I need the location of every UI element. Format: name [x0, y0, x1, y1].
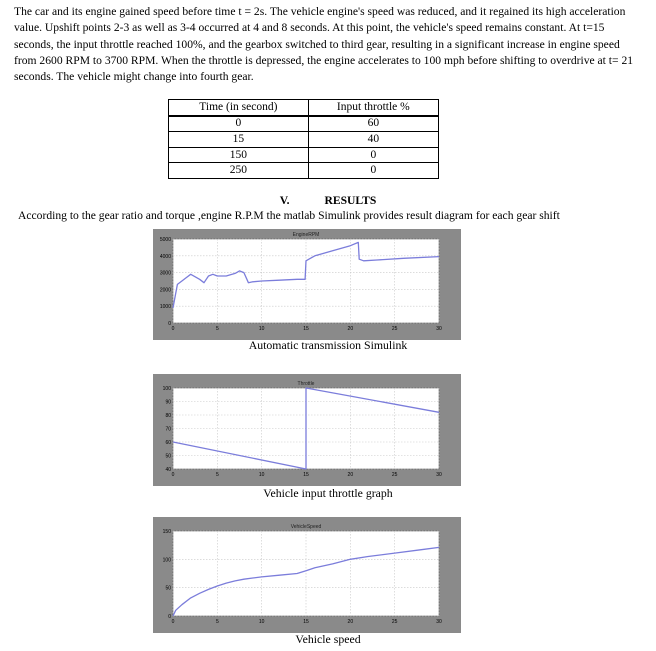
table-row	[169, 132, 439, 148]
figure-caption: Vehicle input throttle graph	[263, 486, 393, 500]
table-cell: 40	[308, 132, 438, 148]
x-tick-label: 20	[347, 619, 354, 625]
x-tick-label: 15	[303, 326, 309, 332]
table-row	[169, 163, 439, 179]
engine-rpm-chart	[153, 229, 461, 340]
table-cell: 0	[308, 147, 438, 163]
table-header: Time (in second)	[169, 100, 309, 116]
y-tick-label: 4000	[159, 253, 171, 260]
y-tick-label: 40	[165, 467, 171, 473]
x-tick-label: 25	[391, 326, 398, 332]
y-tick-label: 70	[165, 426, 171, 433]
x-tick-label: 5	[215, 472, 219, 478]
table-cell: 150	[169, 147, 309, 163]
figure-caption: Vehicle speed	[295, 632, 361, 646]
section-title: RESULTS	[324, 194, 377, 207]
x-tick-label: 20	[347, 326, 354, 332]
x-tick-label: 0	[171, 619, 175, 625]
y-tick-label: 5000	[159, 237, 171, 243]
y-tick-label: 0	[168, 321, 171, 327]
chart-title: Throttle	[297, 381, 315, 387]
x-tick-label: 10	[258, 472, 265, 478]
table-header: Input throttle %	[308, 100, 438, 116]
table-cell: 15	[169, 132, 309, 148]
throttle-chart	[153, 374, 461, 486]
y-tick-label: 60	[165, 440, 171, 446]
x-tick-label: 30	[436, 326, 442, 332]
chart-title: EngineRPM	[292, 232, 320, 238]
y-tick-label: 2000	[159, 287, 171, 294]
y-tick-label: 0	[168, 614, 171, 620]
throttle-table	[168, 99, 439, 179]
table-row	[169, 147, 439, 163]
body-paragraph: The car and its engine gained speed before time t = 2s. The vehicle engine's speed was reduced, and it regained its high acceleration value. Upshift points 2-3 as well as 3-4 occurred at 4 and 8 seconds. At this point, the vehicle's speed remains constant. At t=15 seconds, the input throttle reached 100%, and the gearbox switched to third gear, resulting in a significant increase in engine speed from 2600 RPM to 3700 RPM. When the throttle is depressed, the engine accelerates to 100 mph before shifting to overdrive at t= 21 seconds. The vehicle might change into fourth gear.	[14, 5, 634, 84]
table-row	[169, 116, 439, 132]
vehicle-speed-chart	[153, 517, 461, 633]
x-tick-label: 20	[347, 472, 354, 478]
chart-title: VehicleSpeed	[290, 524, 322, 530]
x-tick-label: 30	[436, 472, 442, 478]
x-tick-label: 0	[171, 326, 175, 332]
y-tick-label: 50	[165, 453, 171, 460]
table-cell: 0	[169, 116, 309, 132]
x-tick-label: 25	[391, 619, 398, 625]
x-tick-label: 5	[215, 326, 219, 332]
x-tick-label: 10	[258, 326, 265, 332]
y-tick-label: 100	[162, 386, 171, 392]
x-tick-label: 0	[171, 472, 175, 478]
figure-caption: Automatic transmission Simulink	[248, 338, 408, 352]
results-intro: According to the gear ratio and torque ,engine R.P.M the matlab Simulink provides result diagram for each gear shift	[18, 209, 560, 222]
table-cell: 0	[308, 163, 438, 179]
x-tick-label: 15	[303, 472, 309, 478]
section-heading	[0, 194, 656, 207]
x-tick-label: 25	[391, 472, 398, 478]
y-tick-label: 150	[162, 529, 171, 535]
y-tick-label: 50	[165, 585, 171, 592]
x-tick-label: 10	[258, 619, 265, 625]
table-cell: 60	[308, 116, 438, 132]
table-header-row	[169, 100, 439, 116]
y-tick-label: 100	[162, 557, 171, 564]
y-tick-label: 3000	[159, 270, 171, 277]
x-tick-label: 15	[303, 619, 309, 625]
section-number: V.	[279, 194, 290, 207]
x-tick-label: 5	[215, 619, 219, 625]
x-tick-label: 30	[436, 619, 442, 625]
y-tick-label: 1000	[159, 304, 171, 311]
y-tick-label: 80	[165, 413, 171, 419]
table-cell: 250	[169, 163, 309, 179]
y-tick-label: 90	[165, 399, 171, 406]
